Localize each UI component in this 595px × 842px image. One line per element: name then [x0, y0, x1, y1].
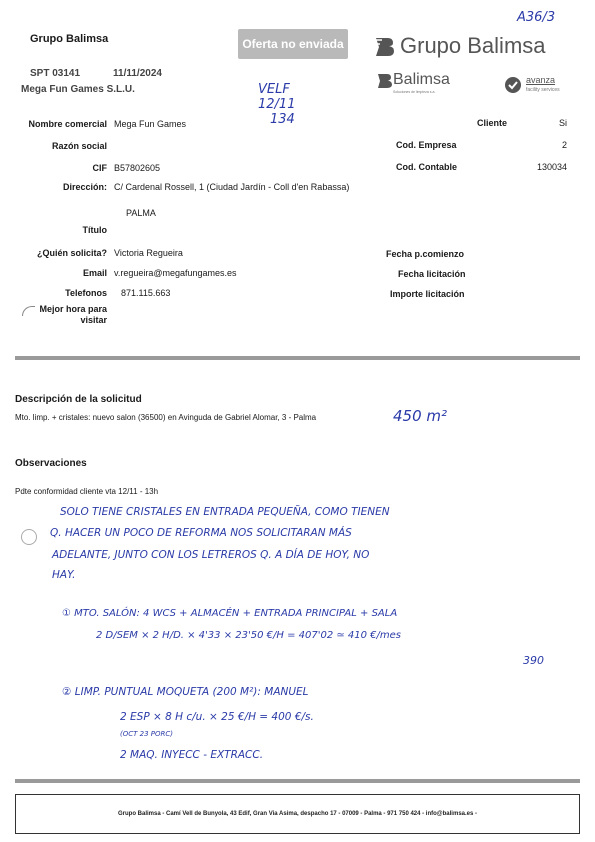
hand-line: 2 D/SEM × 2 H/D. × 4'33 × 23'50 €/H = 407'02 ≃ 410 €/mes — [96, 630, 402, 641]
label-email: Email — [82, 268, 107, 278]
punch-hole-mark — [21, 529, 37, 545]
request-ref: SPT 03141 — [30, 68, 81, 79]
handwritten-corner-ref: A36/3 — [517, 10, 556, 25]
label-cod-contable: Cod. Contable — [396, 162, 457, 172]
observaciones-title: Observaciones — [15, 458, 87, 469]
value-email: v.regueira@megafungames.es — [114, 268, 237, 278]
label-direccion: Dirección: — [62, 182, 107, 192]
value-cliente: Si — [559, 118, 568, 128]
label-cliente: Cliente — [477, 118, 508, 128]
hand-line: 2 ESP × 8 H c/u. × 25 €/H = 400 €/s. — [120, 711, 314, 723]
section-divider — [15, 356, 580, 360]
handwritten-note-line: 134 — [270, 112, 295, 127]
hand-line: ② LIMP. PUNTUAL MOQUETA (200 M²): MANUEL — [62, 686, 309, 698]
logo-sub-tag: Soluciones de limpieza s.a. — [393, 90, 436, 94]
value-cod-empresa: 2 — [562, 140, 568, 150]
label-cif: CIF — [92, 163, 107, 173]
client-name: Mega Fun Games S.L.U. — [21, 84, 135, 95]
label-mejor-hora-line1: Mejor hora para — [39, 304, 107, 314]
hand-line: HAY. — [52, 569, 76, 581]
label-fecha-comienzo: Fecha p.comienzo — [386, 249, 465, 259]
request-date: 11/11/2024 — [113, 68, 162, 79]
value-cod-contable: 130034 — [537, 162, 568, 172]
handwritten-note-line: 12/11 — [258, 97, 296, 112]
handwritten-area: 450 m² — [393, 407, 448, 425]
hand-line: Q. HACER UN POCO DE REFORMA NOS SOLICITARAN MÁS — [50, 527, 352, 539]
label-mejor-hora-line2: visitar — [80, 315, 107, 325]
balimsa-small-logo-icon — [375, 73, 393, 89]
descripcion-title: Descripción de la solicitud — [15, 394, 142, 405]
label-razon-social: Razón social — [51, 141, 107, 151]
value-direccion: C/ Cardenal Rossell, 1 (Ciudad Jardín - Coll d'en Rabassa) — [114, 182, 350, 192]
hand-line: ① MTO. SALÓN: 4 WCS + ALMACÉN + ENTRADA PRINCIPAL + SALA — [62, 608, 398, 619]
hand-line: (OCT 23 PORC) — [120, 730, 173, 738]
value-cif: B57802605 — [114, 163, 161, 173]
value-city: PALMA — [126, 208, 156, 218]
label-quien-solicita: ¿Quién solicita? — [36, 248, 107, 258]
hand-line: 390 — [523, 654, 544, 667]
balimsa-logo-icon — [372, 34, 396, 58]
label-importe-licitacion: Importe licitación — [390, 289, 465, 299]
logo-main: Grupo Balimsa — [400, 33, 546, 58]
hand-line: SOLO TIENE CRISTALES EN ENTRADA PEQUEÑA, COMO TIENEN — [60, 506, 390, 518]
handwritten-header-note — [258, 82, 295, 127]
label-nombre-comercial: Nombre comercial — [28, 119, 107, 129]
handwritten-note-line: VELF — [258, 82, 290, 97]
value-nombre-comercial: Mega Fun Games — [114, 119, 187, 129]
hand-line: 2 MAQ. INYECC - EXTRACC. — [120, 749, 264, 761]
label-cod-empresa: Cod. Empresa — [396, 140, 457, 150]
footer-box — [15, 794, 580, 834]
avanza-logo-icon — [505, 77, 521, 93]
label-titulo: Título — [82, 225, 107, 235]
label-fecha-licitacion: Fecha licitación — [398, 269, 466, 279]
logo-avanza: avanza — [526, 75, 556, 85]
status-stamp: Oferta no enviada — [238, 29, 348, 59]
label-telefonos: Telefonos — [65, 288, 107, 298]
observaciones-text: Pdte conformidad cliente vta 12/11 - 13h — [15, 487, 159, 496]
footer-text: Grupo Balimsa - Camí Vell de Bunyola, 43 Edif, Gran Via Asima, despacho 17 - 07009 - Palma - 971 750 424 - info@balimsa.es - — [118, 811, 477, 817]
logo-avanza-tag: facility services — [526, 87, 560, 93]
hand-line: ADELANTE, JUNTO CON LOS LETREROS Q. A DÍA DE HOY, NO — [52, 549, 370, 561]
company-name: Grupo Balimsa — [30, 33, 109, 45]
value-quien-solicita: Victoria Regueira — [114, 248, 183, 258]
section-divider — [15, 779, 580, 783]
logo-sub: Balimsa — [393, 71, 450, 88]
descripcion-text: Mto. limp. + cristales: nuevo salon (36500) en Avinguda de Gabriel Alomar, 3 - Palma — [15, 413, 317, 422]
value-telefonos: 871.115.663 — [121, 288, 171, 298]
